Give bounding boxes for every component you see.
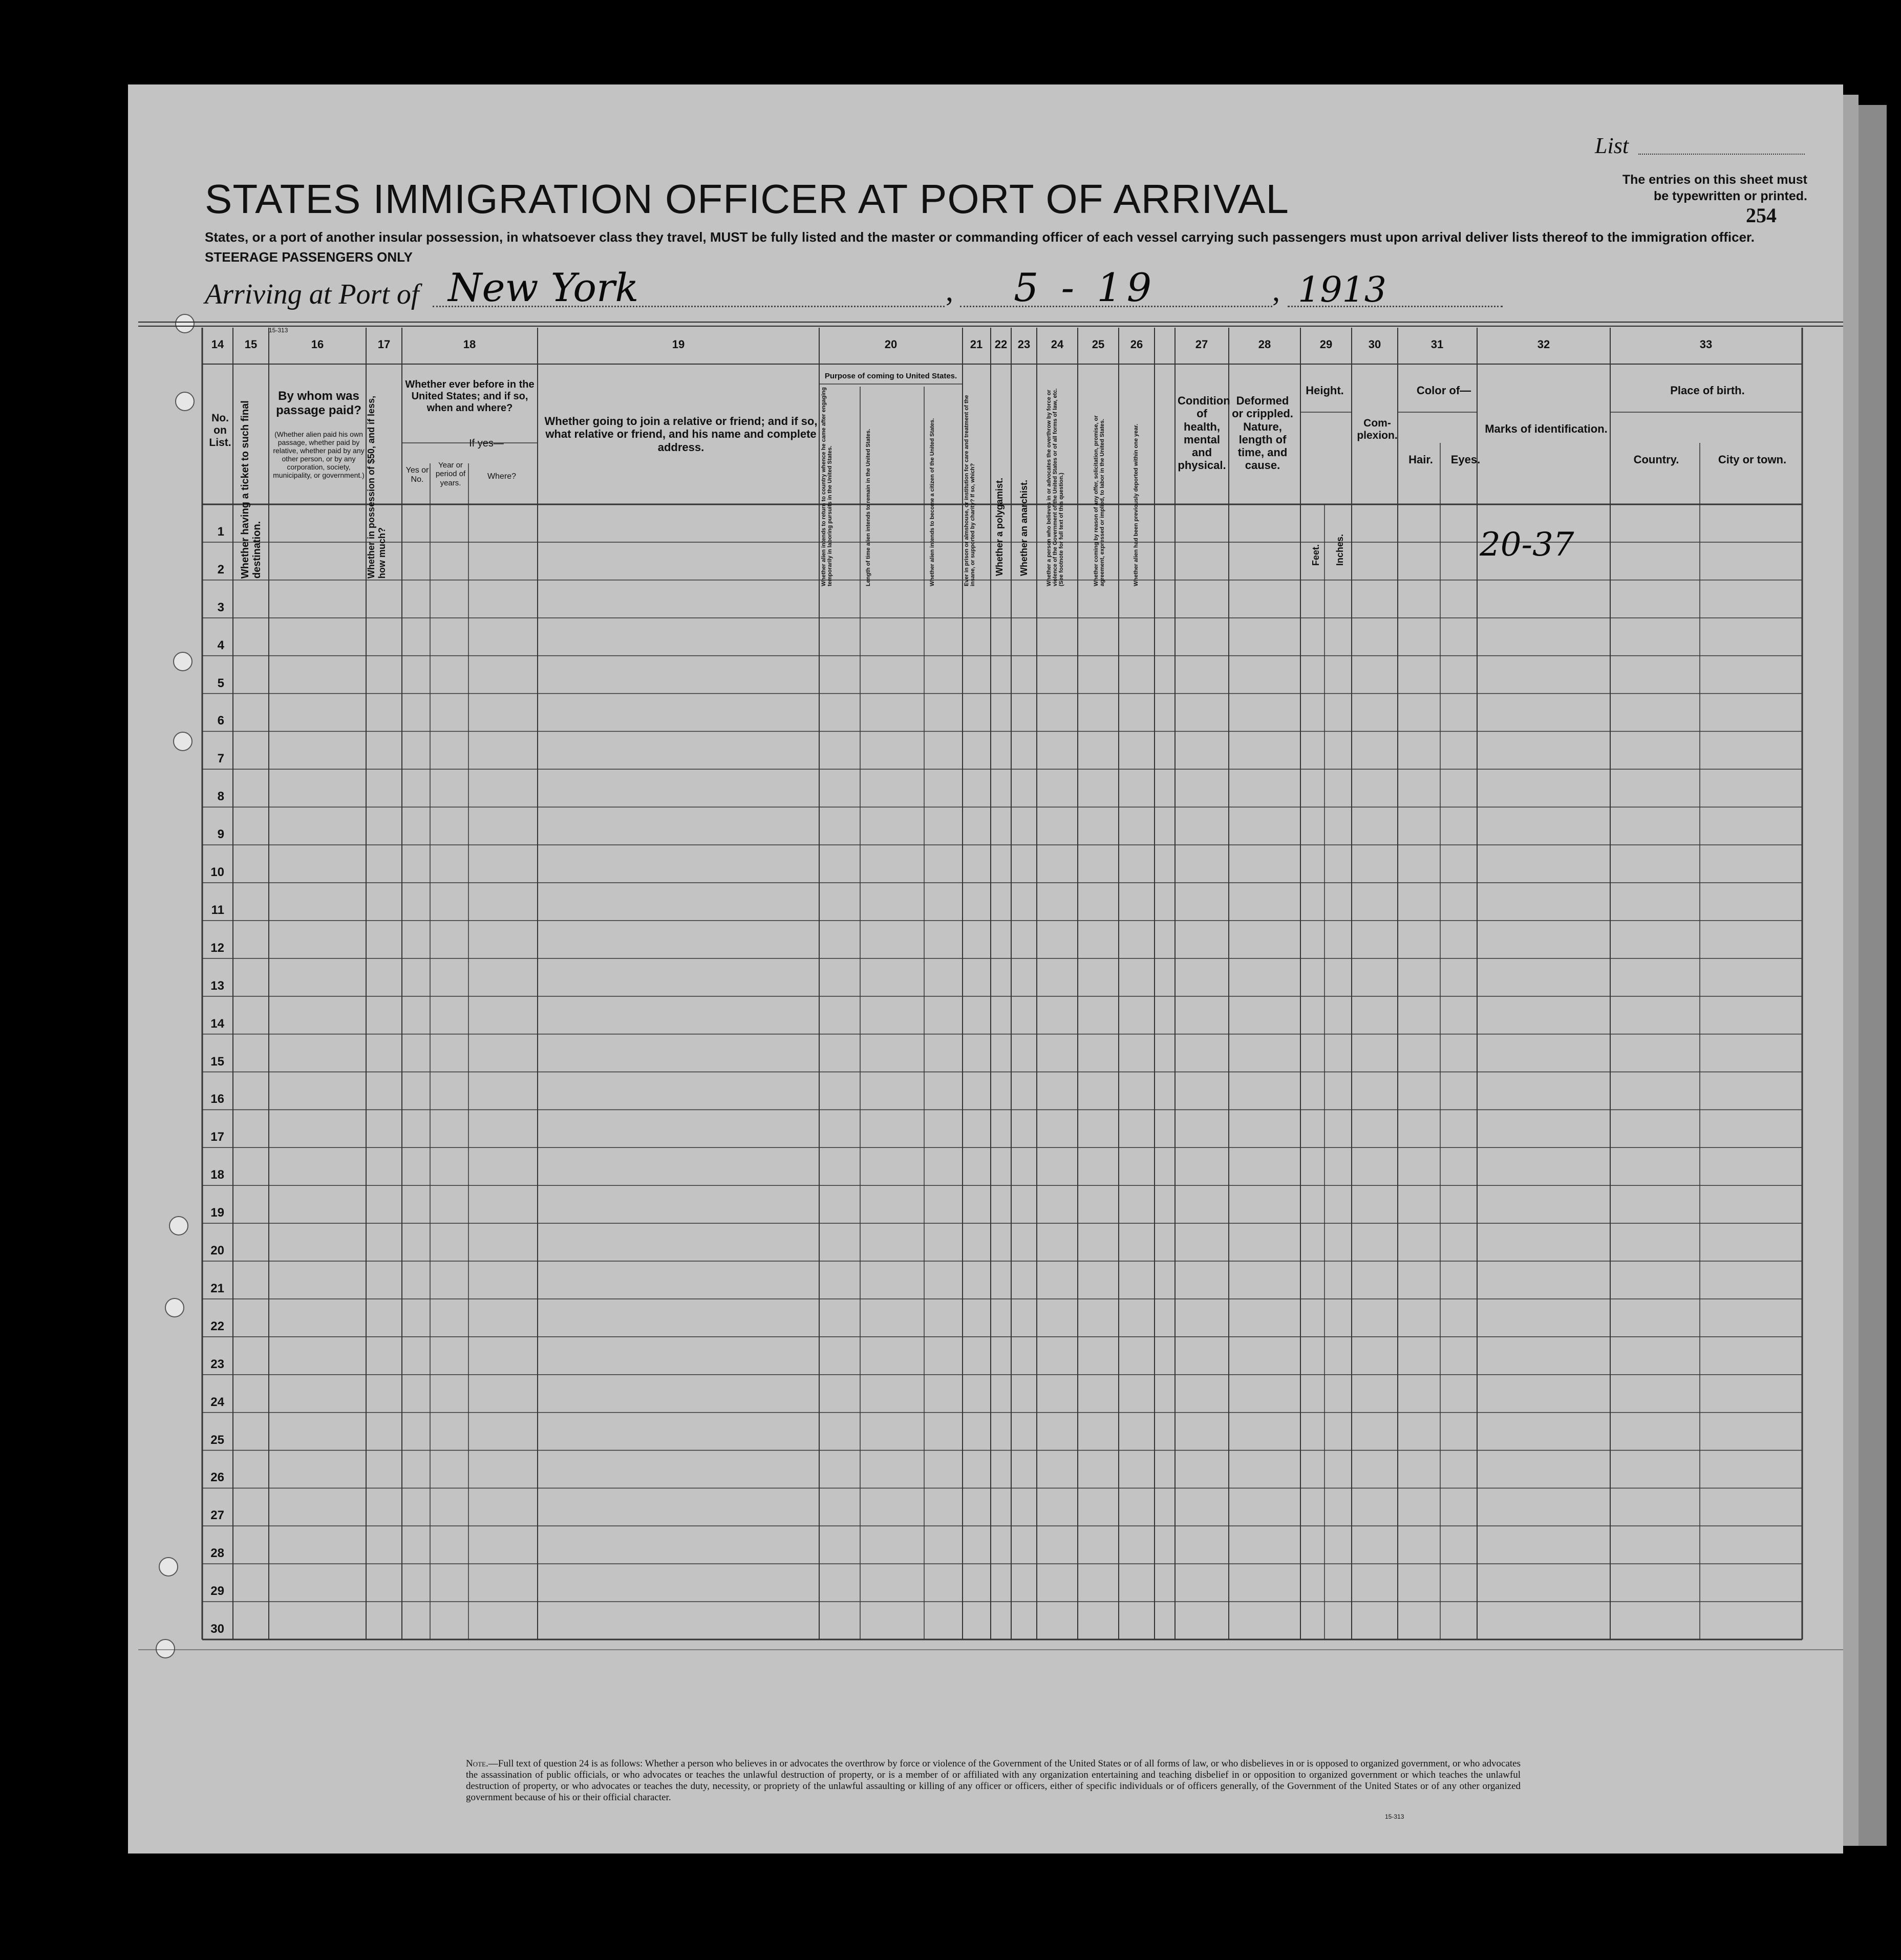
col-26-heading: Whether alien had been previously deported within one year.: [1133, 423, 1139, 586]
date-handwritten: 5 - 19: [1014, 265, 1157, 310]
column-number: 29: [1319, 338, 1333, 351]
col-20-citizen-heading: Whether alien intends to become a citizen of the United States.: [929, 418, 935, 586]
col-19-heading: Whether going to join a relative or friend; and if so, what relative or friend, and his name and complete address.: [544, 415, 818, 454]
col-33-heading: Place of birth.: [1670, 384, 1745, 397]
row-number: 10: [210, 865, 224, 879]
col-16-subheading: (Whether alien paid his own passage, whether paid by relative, whether paid by any other person, or by any corporation, society, municipality, or government.): [273, 430, 365, 480]
column-number: 28: [1258, 338, 1271, 351]
col-33-country: Country.: [1633, 453, 1679, 466]
entries-note-line: The entries on this sheet must: [1622, 173, 1807, 187]
col-21-heading: Ever in prison or almshouse, or institution for care and treatment of the insane, or supported by charity? If so, which?: [964, 395, 976, 586]
column-number: 24: [1051, 338, 1064, 351]
col-15-heading: Whether having a ticket to such final destination.: [240, 400, 263, 579]
port-handwritten: New York: [448, 265, 639, 310]
row-number: 8: [217, 790, 224, 804]
col-18-where: Where?: [487, 472, 517, 481]
row-number: 5: [217, 676, 224, 690]
row-number: 3: [217, 600, 224, 614]
column-number: 16: [311, 338, 324, 351]
row-number: 24: [210, 1395, 224, 1409]
row-number: 27: [210, 1508, 224, 1523]
footnote-text: —Full text of question 24 is as follows: Whether a person who believes in or advocates the overthrow by force or violence of the Government of the United States or of all forms of law, or who disbelieves in or is opposed to organized government, or who advocates the assassination of public officials, or who advocates or teaches the unlawful destruction of property, or is a member of or affiliated with any organization entertaining and teaching disbelief in or opposition to organized government or which teaches the unlawful destruction of property, or who advocates or teaches the duty, necessity, or propriety of the unlawful assaulting or killing of any officer or officers, either of specific individuals or of officers generally, of the Government of the United States or of any other organized government because of his or their official character.: [466, 1758, 1521, 1803]
column-number: 19: [672, 338, 685, 351]
entries-note-line: be typewritten or printed.: [1653, 189, 1807, 203]
row-number: 4: [217, 638, 224, 652]
col-20-heading: Purpose of coming to United States.: [824, 372, 957, 380]
year-handwritten: 1913: [1298, 270, 1387, 310]
row-number: 13: [210, 978, 224, 993]
col-18-year: Year or period of years.: [435, 461, 466, 487]
col-22-heading: Whether a polygamist.: [994, 477, 1005, 576]
column-number: 23: [1017, 338, 1031, 351]
col-31-hair: Hair.: [1408, 453, 1433, 466]
row-number: 12: [210, 941, 224, 955]
row-number: 6: [217, 714, 224, 728]
footnote-label: Note.: [466, 1758, 488, 1769]
row-number: 28: [210, 1546, 224, 1561]
column-number: 33: [1699, 338, 1713, 351]
column-number: 27: [1195, 338, 1208, 351]
row-number: 11: [211, 903, 224, 917]
column-number: 20: [884, 338, 898, 351]
comma: ,: [946, 273, 953, 307]
manifest-sheet: [128, 84, 1843, 1854]
column-number: 18: [463, 338, 476, 351]
form-code: 15-313: [269, 327, 288, 334]
row-number: 21: [210, 1281, 224, 1295]
footnote: [466, 1758, 1521, 1803]
col-20-return-heading: Whether alien intends to return to country whence he came after engaging temporarily in laboring pursuits in the United States.: [821, 387, 833, 586]
column-number: 15: [244, 338, 258, 351]
column-number: 25: [1092, 338, 1105, 351]
row-number: 15: [210, 1054, 224, 1069]
col-24-heading: Whether a person who believes in or advocates the overthrow by force or violence of the Government of the United States or of all forms of law, etc. (See footnote for full text of this question.): [1046, 388, 1064, 586]
col-28-heading: Deformed or crippled. Nature, length of time, and cause.: [1232, 394, 1293, 472]
row-number: 18: [210, 1168, 224, 1182]
row-number: 29: [210, 1584, 224, 1599]
col-18-yesno: Yes or No.: [405, 466, 429, 484]
page-number: 254: [1746, 204, 1777, 227]
col-31-eyes: Eyes.: [1450, 453, 1481, 466]
form-title: STATES IMMIGRATION OFFICER AT PORT OF ARRIVAL: [205, 176, 1289, 222]
col-23-heading: Whether an anarchist.: [1019, 479, 1029, 576]
col-29-feet: Feet.: [1311, 544, 1321, 566]
col-30-heading: Com-plexion.: [1357, 417, 1398, 442]
row-number: 30: [210, 1622, 224, 1636]
row-number: 25: [210, 1433, 224, 1447]
col-27-heading: Condition of health, mental and physical.: [1178, 394, 1230, 472]
row-number: 19: [210, 1206, 224, 1220]
row-number: 26: [210, 1471, 224, 1485]
row-number: 17: [210, 1130, 224, 1144]
col-29-inches: Inches.: [1335, 534, 1345, 566]
row-number: 9: [217, 827, 224, 842]
row-number: 7: [217, 752, 224, 766]
row-number: 1: [217, 524, 224, 539]
col-31-heading: Color of—: [1416, 384, 1471, 397]
form-code: 15-313: [1385, 1813, 1404, 1820]
col-29-heading: Height.: [1306, 384, 1344, 397]
col-32-heading: Marks of identification.: [1485, 422, 1608, 435]
col-16-heading: By whom was passage paid?: [276, 389, 361, 417]
column-number: 14: [211, 338, 224, 351]
column-number: 30: [1368, 338, 1381, 351]
column-number: 26: [1130, 338, 1143, 351]
col-20-length-heading: Length of time alien intends to remain in the United States.: [865, 429, 871, 586]
col-14-heading: No. on List.: [209, 412, 231, 449]
column-number: 22: [994, 338, 1008, 351]
col-33-city: City or town.: [1718, 453, 1787, 466]
row-number: 16: [210, 1092, 224, 1106]
steerage-label: STEERAGE PASSENGERS ONLY: [205, 249, 413, 265]
identification-mark-handwritten: 20-37: [1480, 526, 1574, 564]
row-number: 22: [210, 1319, 224, 1333]
column-number: 21: [970, 338, 983, 351]
col-25-heading: Whether coming by reason of any offer, solicitation, promise, or agreement, expressed or implied, to labor in the United States.: [1093, 415, 1105, 586]
column-number: 32: [1537, 338, 1550, 351]
row-number: 23: [210, 1357, 224, 1371]
form-notice: States, or a port of another insular possession, in whatsoever class they travel, MUST be fully listed and the master or commanding officer of each vessel carrying such passengers must upon arrival deliver lists thereof to the immigration officer.: [205, 229, 1755, 245]
row-number: 14: [210, 1016, 224, 1031]
row-number: 2: [217, 562, 224, 577]
col-18-heading: Whether ever before in the United States; and if so, when and where?: [405, 379, 535, 414]
comma: ,: [1272, 273, 1280, 307]
list-label: List: [1595, 133, 1629, 158]
column-number: 17: [377, 338, 391, 351]
col-18-ifyes: If yes—: [469, 438, 504, 449]
arriving-port-label: Arriving at Port of: [205, 279, 419, 310]
row-number: 20: [210, 1244, 224, 1258]
col-17-heading: Whether in possession of $50, and if less, how much?: [366, 395, 387, 579]
column-number: 31: [1430, 338, 1444, 351]
